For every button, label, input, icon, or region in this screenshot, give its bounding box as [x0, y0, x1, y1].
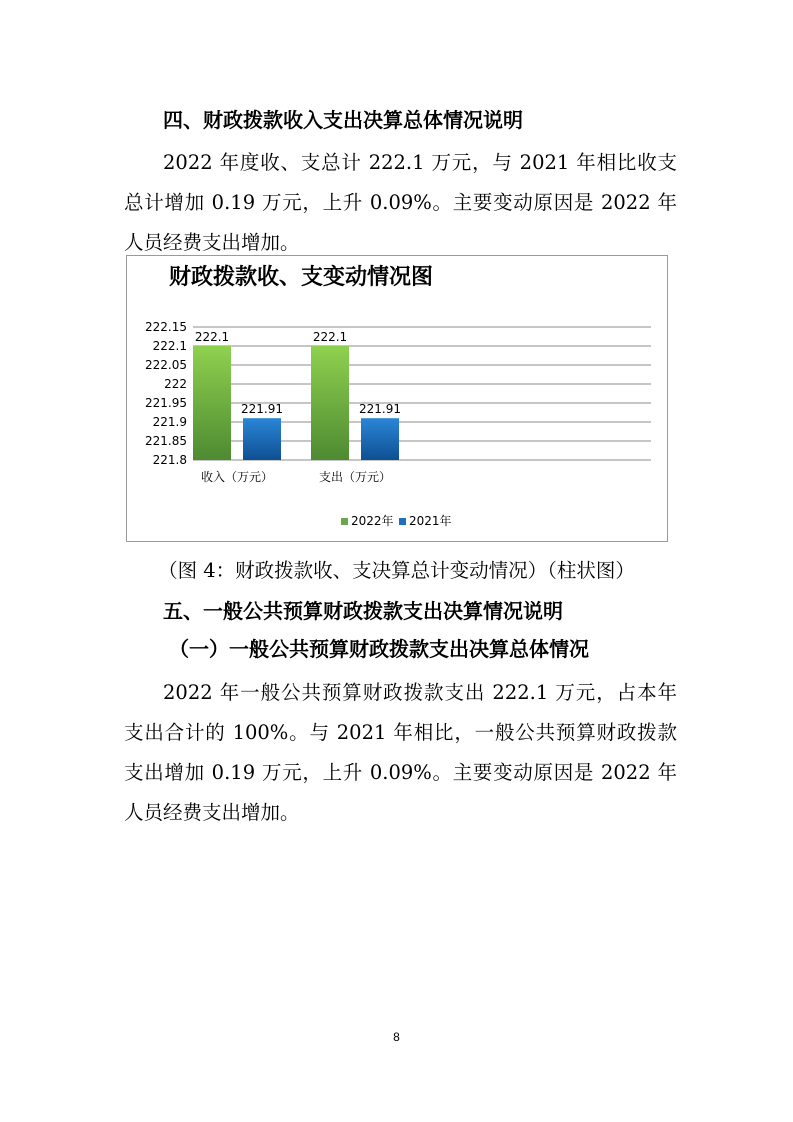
legend-label: 2022年 — [351, 514, 394, 528]
legend-swatch — [399, 518, 406, 525]
y-tick-label: 222.05 — [145, 358, 187, 372]
bar-data-label: 222.1 — [194, 330, 230, 344]
chart-title: 财政拨款收、支变动情况图 — [168, 265, 434, 290]
paragraph-line: 总计增加 0.19 万元，上升 0.09%。主要变动原因是 2022 年 — [124, 191, 677, 214]
bar-2022 — [311, 346, 349, 460]
bar-data-label: 221.91 — [241, 402, 283, 417]
paragraph-line: 人员经费支出增加。 — [124, 801, 300, 824]
section5-heading: 五、一般公共预算财政拨款支出决算情况说明 — [163, 599, 563, 623]
y-tick-label: 221.9 — [152, 415, 187, 429]
paragraph-line: 支出合计的 100%。与 2021 年相比，一般公共预算财政拨款 — [124, 721, 677, 744]
legend-label: 2021年 — [409, 514, 452, 528]
bar-data-label: 222.1 — [312, 330, 348, 344]
figure-caption: （图 4：财政拨款收、支决算总计变动情况）（柱状图） — [158, 559, 635, 582]
paragraph-line: 2022 年度收、支总计 222.1 万元，与 2021 年相比收支 — [163, 151, 677, 174]
bar-2021 — [243, 418, 281, 460]
page-number: 8 — [393, 1030, 400, 1044]
paragraph-line: 2022 年一般公共预算财政拨款支出 222.1 万元，占本年 — [163, 681, 677, 704]
bar-2022 — [193, 346, 231, 460]
section4-heading: 四、财政拨款收入支出决算总体情况说明 — [163, 108, 523, 132]
paragraph-line: 支出增加 0.19 万元，上升 0.09%。主要变动原因是 2022 年 — [124, 761, 677, 784]
bar-chart — [126, 255, 668, 542]
y-tick-label: 221.8 — [152, 453, 187, 467]
legend-swatch — [341, 518, 348, 525]
section5-subheading: （一）一般公共预算财政拨款支出决算总体情况 — [169, 637, 589, 661]
bar-data-label: 221.91 — [359, 402, 401, 417]
bar-2021 — [361, 418, 399, 460]
y-tick-label: 222.15 — [145, 320, 187, 334]
y-tick-label: 222.1 — [152, 339, 187, 353]
category-label: 收入（万元） — [200, 470, 274, 484]
y-tick-label: 221.85 — [145, 434, 187, 448]
y-tick-label: 222 — [164, 377, 187, 391]
category-label: 支出（万元） — [318, 470, 392, 484]
chart-canvas — [127, 256, 667, 541]
y-tick-label: 221.95 — [145, 396, 187, 410]
paragraph-line: 人员经费支出增加。 — [124, 231, 300, 254]
